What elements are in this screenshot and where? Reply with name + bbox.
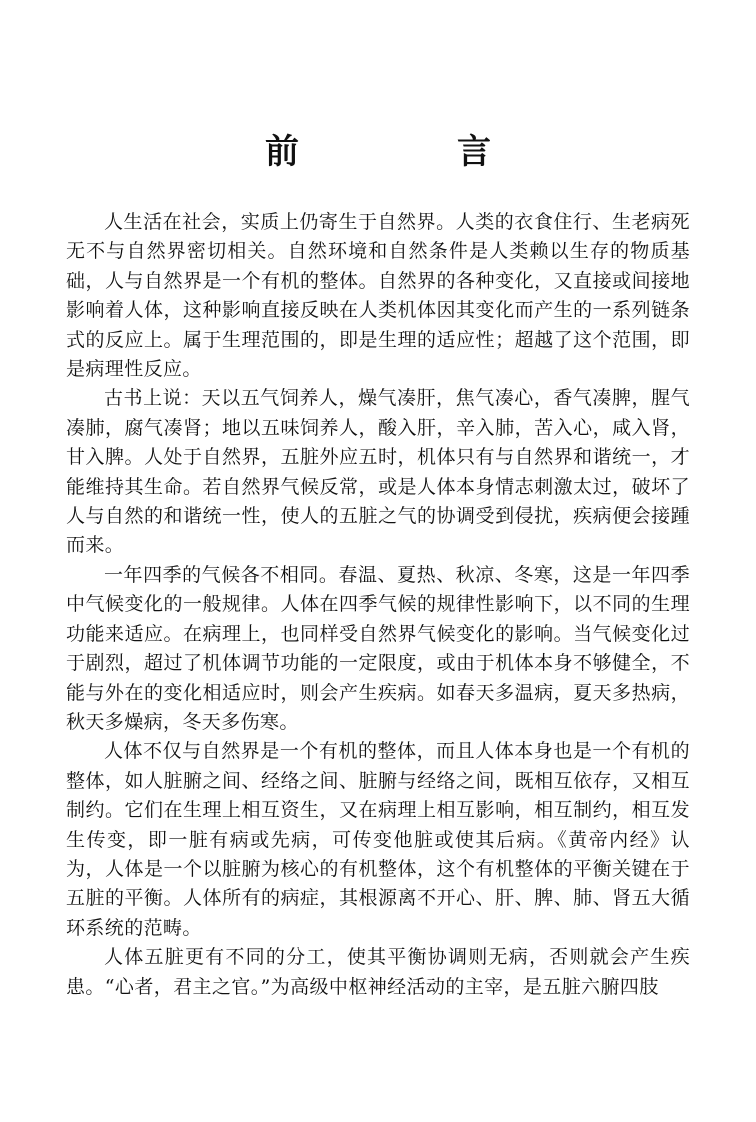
paragraph: 古书上说：天以五气饲养人，燥气凑肝，焦气凑心，香气凑脾，腥气凑肺，腐气凑肾；地以五味饲养人，酸入肝，辛入肺，苦入心，咸入肾，甘入脾。人处于自然界，五脏外应五时，机体只有与自然界和谐统一，才能维持其生命。若自然界气候反常，或是人体本身情志刺激太过，破坏了人与自然的和谐统一性，使人的五脏之气的协调受到侵扰，疾病便会接踵而来。 [66,387,690,557]
preface-body [66,208,690,1002]
page-title: 前 言 [265,132,553,172]
paragraph: 人体不仅与自然界是一个有机的整体，而且人体本身也是一个有机的整体，如人脏腑之间、经络之间、脏腑与经络之间，既相互依存，又相互制约。它们在生理上相互资生，又在病理上相互影响，相互制约，相互发生传变，即一脏有病或先病，可传变他脏或使其后病。《黄帝内经》认为，人体是一个以脏腑为核心的有机整体，这个有机整体的平衡关键在于五脏的平衡。人体所有的病症，其根源离不开心、肝、脾、肺、肾五大循环系统的范畴。 [66,740,690,939]
paragraph: 一年四季的气候各不相同。春温、夏热、秋凉、冬寒，这是一年四季中气候变化的一般规律。人体在四季气候的规律性影响下，以不同的生理功能来适应。在病理上，也同样受自然界气候变化的影响。当气候变化过于剧烈，超过了机体调节功能的一定限度，或由于机体本身不够健全，不能与外在的变化相适应时，则会产生疾病。如春天多温病，夏天多热病，秋天多燥病，冬天多伤寒。 [66,563,690,733]
paragraph: 人体五脏更有不同的分工，使其平衡协调则无病，否则就会产生疾患。“心者，君主之官。”为高级中枢神经活动的主宰，是五脏六腑四肢 [66,946,690,998]
paragraph: 人生活在社会，实质上仍寄生于自然界。人类的衣食住行、生老病死无不与自然界密切相关。自然环境和自然条件是人类赖以生存的物质基础，人与自然界是一个有机的整体。自然界的各种变化，又直接或间接地影响着人体，这种影响直接反映在人类机体因其变化而产生的一系列链条式的反应上。属于生理范围的，即是生理的适应性；超越了这个范围，即是病理性反应。 [66,211,690,381]
